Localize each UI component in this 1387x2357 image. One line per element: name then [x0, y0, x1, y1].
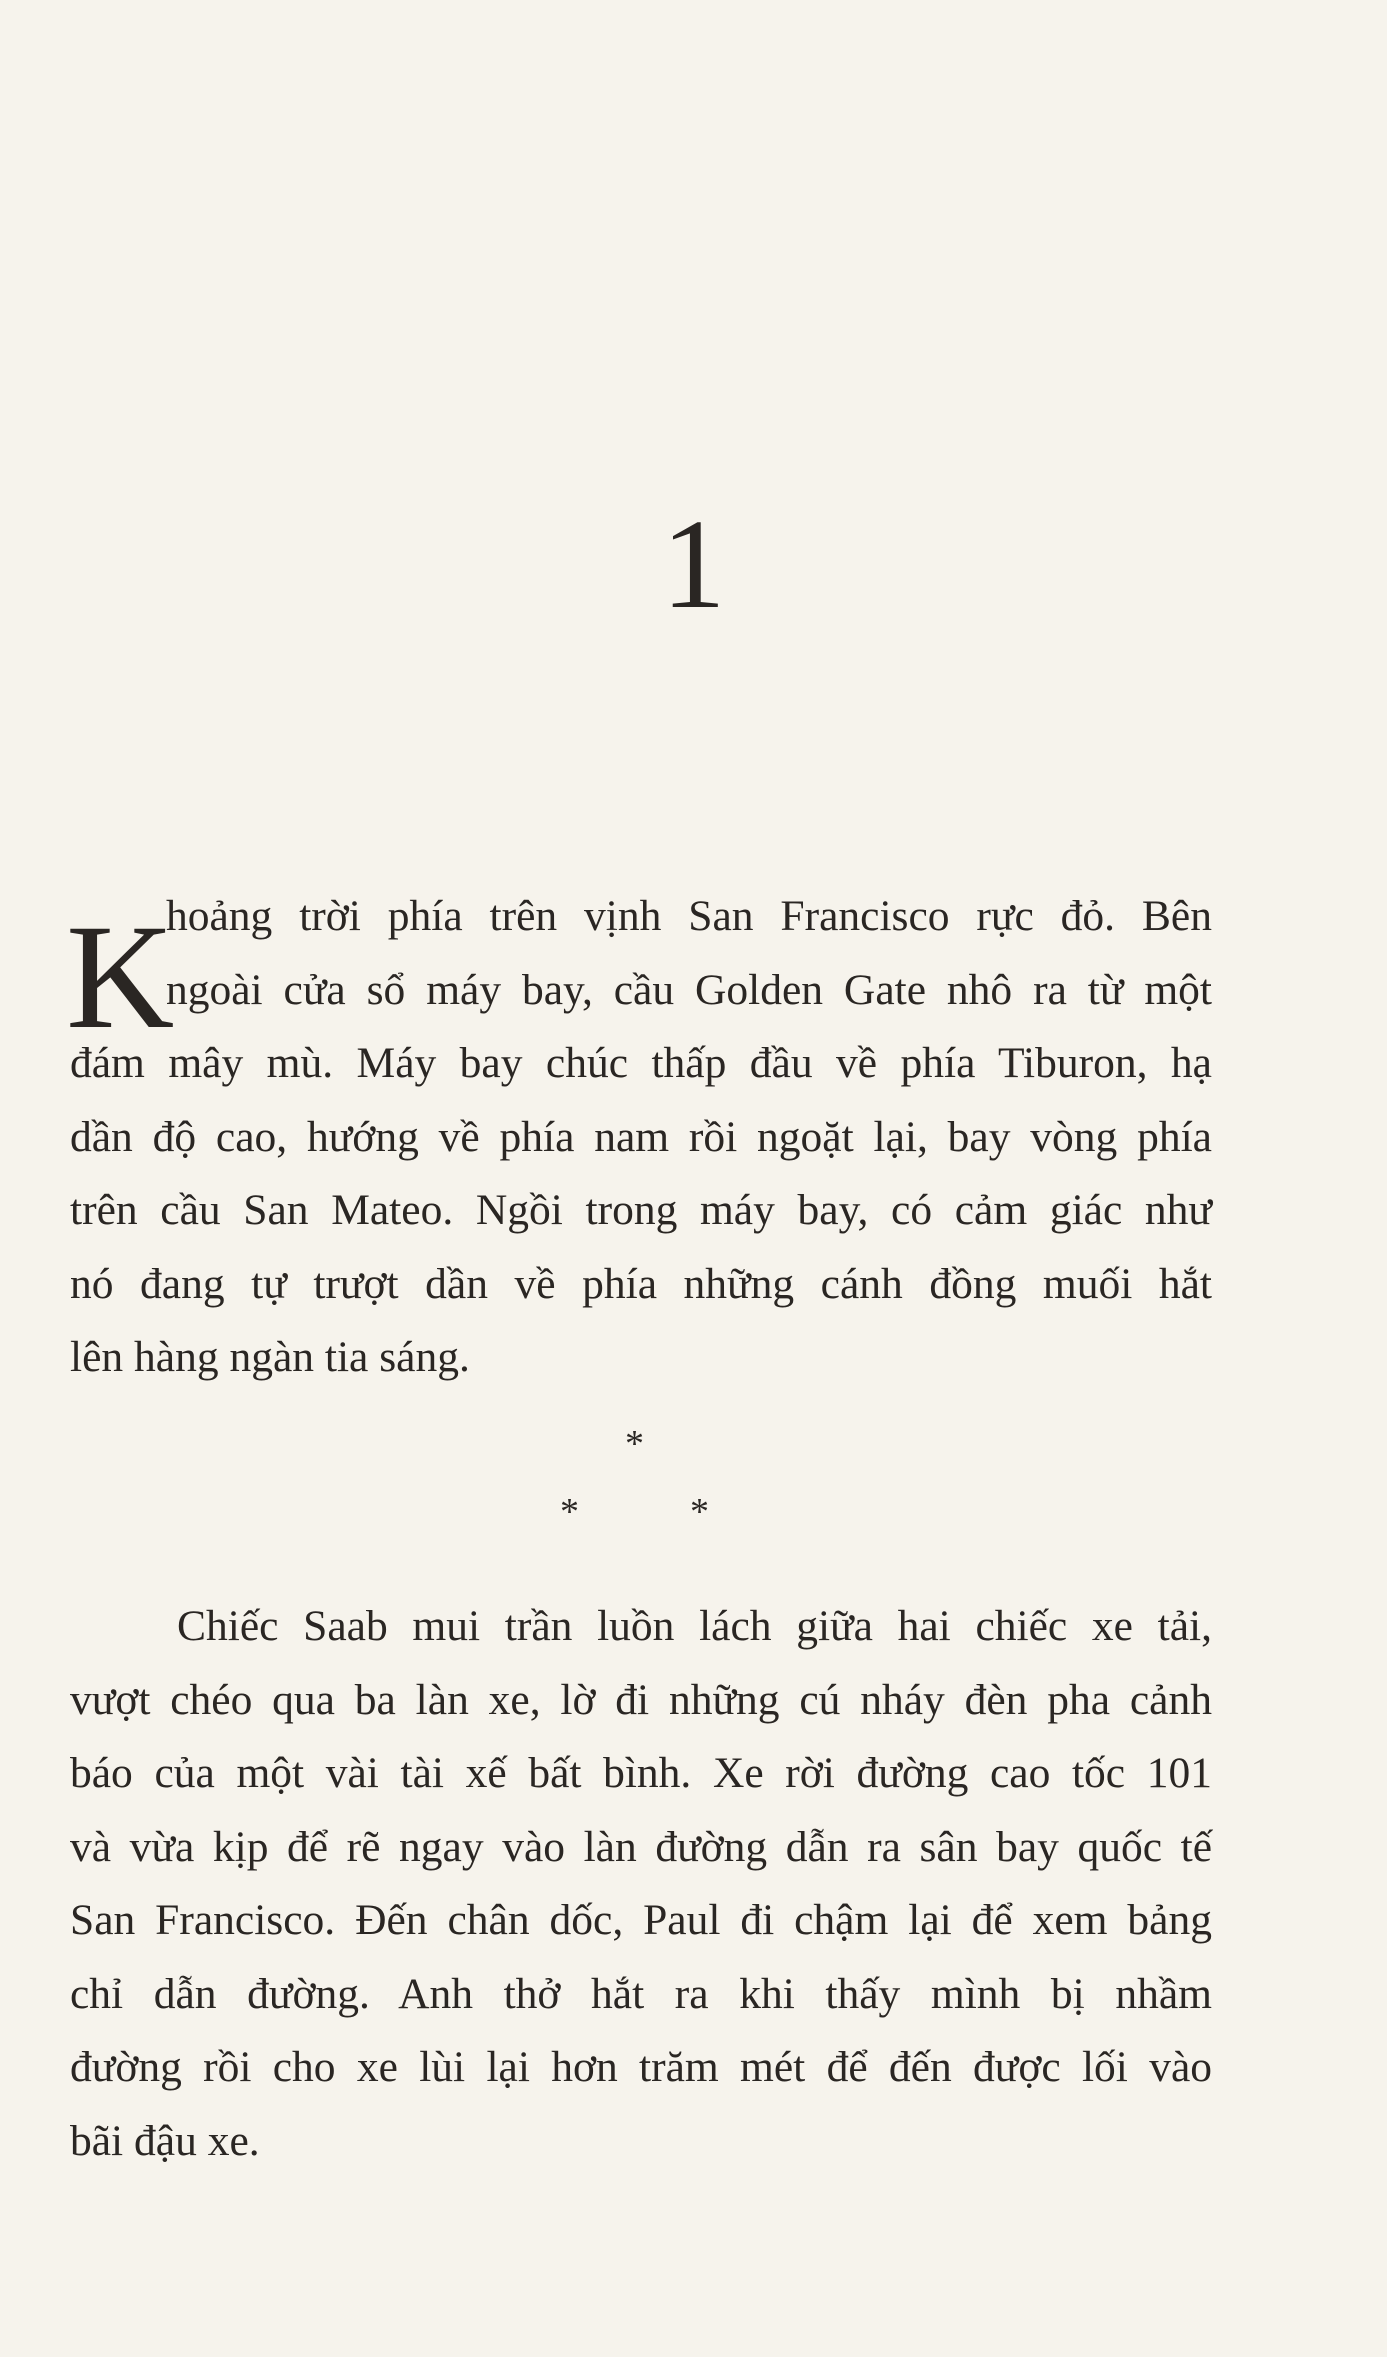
paragraph-line: lên hàng ngàn tia sáng.	[70, 1333, 470, 1381]
chapter-number: 1	[661, 493, 726, 635]
paragraph-line: bãi đậu xe.	[70, 2116, 260, 2165]
second-paragraph	[70, 1590, 1212, 2178]
paragraph-line: báo của một vài tài xế bất bình. Xe rời đường cao tốc 101	[70, 1749, 1212, 1797]
paragraph-line: ngoài cửa sổ máy bay, cầu Golden Gate nhô ra từ một	[166, 965, 1212, 1014]
paragraph-line: Chiếc Saab mui trần luồn lách giữa hai chiếc xe tải,	[177, 1602, 1212, 1650]
separator-asterisk: *	[560, 1491, 579, 1533]
paragraph-line: dần độ cao, hướng về phía nam rồi ngoặt lại, bay vòng phía	[70, 1112, 1212, 1161]
paragraph-line: vượt chéo qua ba làn xe, lờ đi những cú nháy đèn pha cảnh	[70, 1675, 1212, 1724]
paragraph-line: hoảng trời phía trên vịnh San Francisco rực đỏ. Bên	[166, 892, 1212, 940]
drop-cap: K	[66, 894, 175, 1060]
separator-asterisk: *	[625, 1423, 644, 1465]
paragraph-line: và vừa kịp để rẽ ngay vào làn đường dẫn ra sân bay quốc tế	[70, 1822, 1212, 1871]
paragraph-line: San Francisco. Đến chân dốc, Paul đi chậm lại để xem bảng	[70, 1896, 1212, 1944]
paragraph-line: đường rồi cho xe lùi lại hơn trăm mét để đến được lối vào	[70, 2043, 1212, 2091]
paragraph-line: chỉ dẫn đường. Anh thở hắt ra khi thấy mình bị nhầm	[70, 1969, 1212, 2018]
paragraph-line: trên cầu San Mateo. Ngồi trong máy bay, có cảm giác như	[70, 1186, 1212, 1234]
paragraph-line: đám mây mù. Máy bay chúc thấp đầu về phía Tiburon, hạ	[70, 1039, 1212, 1087]
separator-asterisk: *	[690, 1491, 709, 1533]
paragraph-line: nó đang tự trượt dần về phía những cánh đồng muối hắt	[70, 1259, 1212, 1308]
opening-paragraph	[66, 880, 1212, 1395]
section-separator	[0, 1425, 1387, 1555]
